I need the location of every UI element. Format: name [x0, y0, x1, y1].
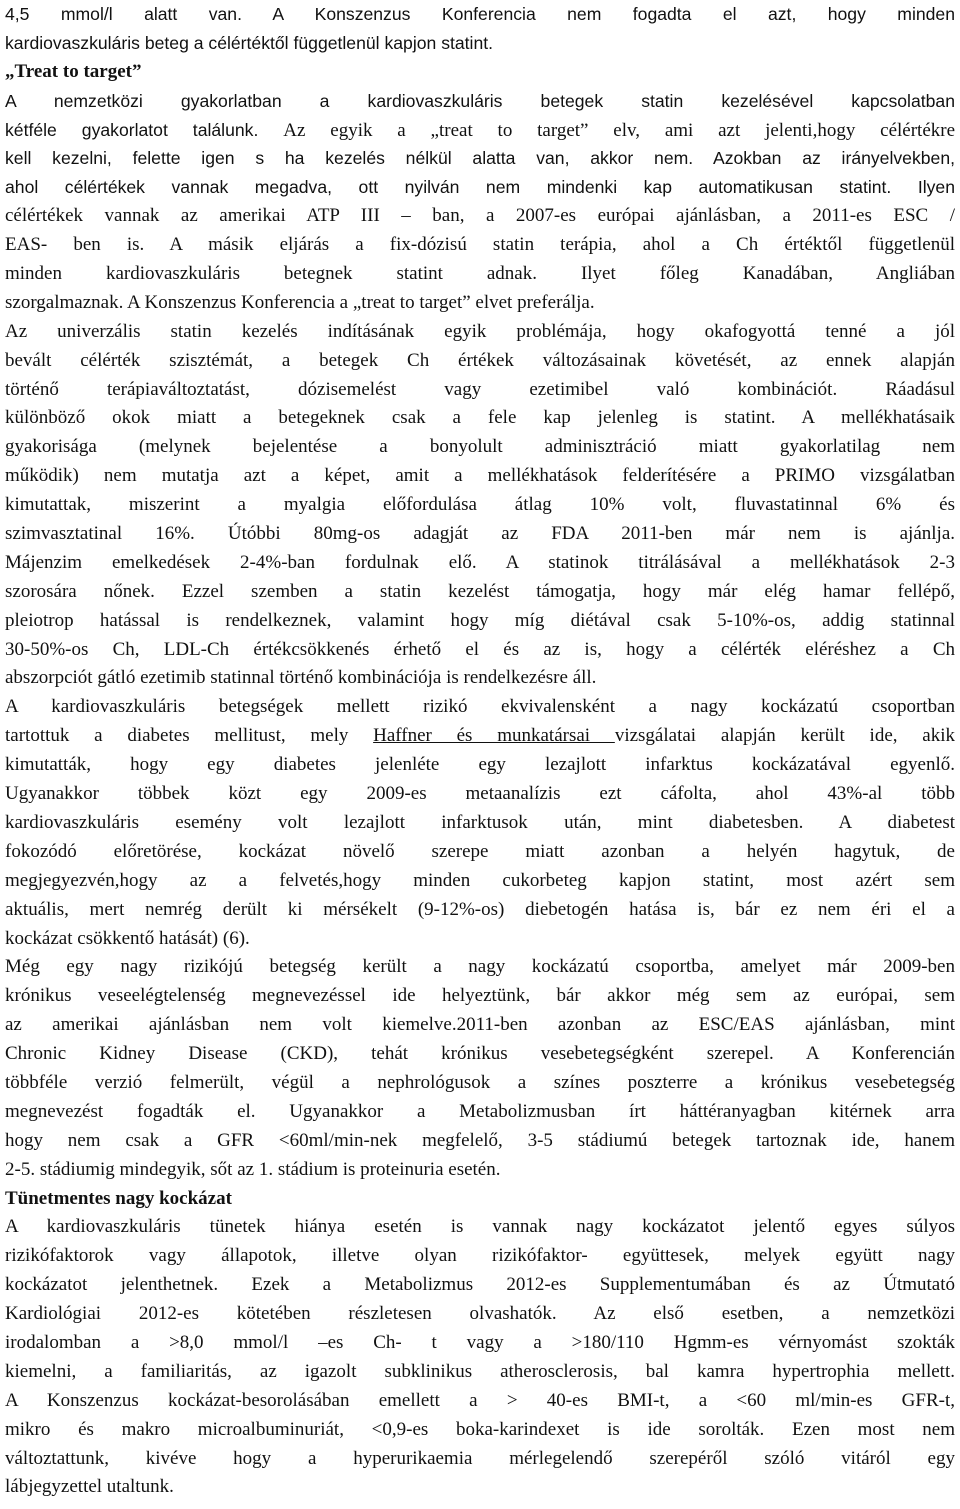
text-line: irodalomban a >8,0 mmol/l –es Ch- t vagy a >180/110 Hgmm-es vérnyomást szokták — [5, 1331, 955, 1353]
text-line: EAS- ben is. A másik eljárás a fix-dózisú statin terápia, ahol a Ch értéktől függetlenül — [5, 234, 955, 256]
text-line: szimvasztatinal 16%. Útóbbi 80mg-os adagját az FDA 2011-ben már nem is ajánlja. — [5, 523, 955, 545]
text-line: kimutatták, hogy egy diabetes jelenléte egy lezajlott infarktus kockázatával egyenlő. — [5, 754, 955, 776]
text-line: kockázatot jelenthetnek. Ezek a Metabolizmus 2012-es Supplementumában és az Útmutató — [5, 1274, 955, 1296]
text-segment: kétféle gyakorlatot találunk. — [5, 119, 284, 140]
text-line: bevált célérték szisztémát, a betegek Ch értékek változásainak követését, az ennek alapján — [5, 349, 955, 371]
text-line: mikro és makro microalbuminuriát, <0,9-es boka-karindexet is ide sorolták. Ezen most nem — [5, 1418, 955, 1440]
text-segment: Haffner és munkatársai — [373, 725, 615, 747]
text-line: 2-5. stádiumig mindegyik, sőt az 1. stádium is proteinuria esetén. — [5, 1158, 501, 1180]
text-line: hogy nem csak a GFR <60ml/min-nek megfelelő, 3-5 stádiumú betegek tartoznak ide, hanem — [5, 1129, 955, 1151]
text-line: minden kardiovaszkuláris betegnek statint adnak. Ilyet főleg Kanadában, Angliában — [5, 263, 955, 285]
text-line: fokozódó előretörése, kockázat növelő szerepe miatt azonban a helyén hagytuk, de — [5, 840, 955, 862]
text-segment: Az egyik a „treat to target” elv, ami azt jelenti,hogy célértékre — [283, 119, 955, 141]
section-heading: „Treat to target” — [5, 60, 142, 82]
text-line: az amerikai ajánlásban nem volt kiemelve.2011-ben azonban az ESC/EAS ajánlásban, mint — [5, 1014, 955, 1036]
section-heading: Tünetmentes nagy kockázat — [5, 1187, 232, 1209]
text-line: aktuális, mert nemrég derült ki mérsékelt (9-12%-os) diebetogén hatása is, bár ez nem éri el a — [5, 898, 955, 920]
text-line: különböző okok miatt a betegeknek csak a fele kap jelenleg is statint. A mellékhatásaik — [5, 407, 955, 429]
text-line: működik) nem mutatja azt a képet, amit a mellékhatások felderítésére a PRIMO vizsgálatban — [5, 465, 955, 487]
text-segment: tartottuk a diabetes mellitust, mely — [5, 725, 374, 747]
text-line: Ugyanakkor többek közt egy 2009-es metaanalízis ezt cáfolta, ahol 43%-al több — [5, 783, 955, 805]
text-line: történő terápiaváltoztatást, dózisemelést vagy ezetimibel való kombinációt. Ráadásul — [5, 378, 955, 400]
text-line: szorgalmaznak. A Konszenzus Konferencia a „treat to target” elvet preferálja. — [5, 291, 595, 313]
text-line: Májenzim emelkedések 2-4%-ban fordulnak elő. A statinok titrálásával a mellékhatások 2-3 — [5, 551, 955, 573]
text-line: rizikófaktorok vagy állapotok, illetve olyan rizikófaktor- együttesek, melyek együtt nagy — [5, 1245, 955, 1267]
text-line: abszorpciót gátló ezetimib statinnal történő kombinációja is rendelkezésre áll. — [5, 667, 597, 689]
text-line: gyakorisága (melynek bejelentése a bonyolult adminisztráció miatt gyakorlatilag nem — [5, 436, 955, 458]
text-line: célértékek vannak az amerikai ATP III – ban, a 2007-es európai ajánlásban, a 2011-es ESC / — [5, 205, 955, 227]
text-line: ahol célértékek vannak megadva, ott nyilván nem mindenki kap automatikusan statint. Ilyen — [5, 177, 955, 198]
text-line: A kardiovaszkuláris tünetek hiánya esetén is vannak nagy kockázatot jelentő egyes súlyos — [5, 1216, 955, 1238]
text-line: A nemzetközi gyakorlatban a kardiovaszkuláris betegek statin kezelésével kapcsolatban — [5, 90, 955, 111]
text-line: kardiovaszkuláris beteg a célértéktől függetlenül kapjon statint. — [5, 32, 494, 53]
text-line: megnevezést fogadták el. Ugyanakkor a Metabolizmusban írt háttéranyagban kitérnek arra — [5, 1100, 955, 1122]
text-line — [5, 722, 955, 751]
text-line: Még egy nagy rizikójú betegség került a nagy kockázatú csoportba, amelyet már 2009-ben — [5, 956, 955, 978]
text-line: megjegyezvén,hogy az a felvetés,hogy minden cukorbeteg kapjon statint, most azért sem — [5, 869, 955, 891]
text-segment: vizsgálatai alapján került ide, akik — [614, 725, 955, 747]
text-line: Az univerzális statin kezelés indításának egyik problémája, hogy okafogyottá tenné a jól — [5, 320, 955, 342]
text-line: változtattunk, kivéve hogy a hyperurikaemia mérlegelendő szerepéről szóló vitáról egy — [5, 1447, 955, 1469]
text-line: kardiovaszkuláris esemény volt lezajlott infarktusok után, mint diabetesben. A diabetest — [5, 811, 955, 833]
text-line: kimutattak, miszerint a myalgia előfordulása átlag 10% volt, fluvastatinnal 6% és — [5, 494, 955, 516]
text-line: pleiotrop hatással is rendelkeznek, valamint hogy míg diétával csak 5-10%-os, addig statinnal — [5, 609, 955, 631]
text-line: A Konszenzus kockázat-besorolásában emellett a > 40-es BMI-t, a <60 ml/min-es GFR-t, — [5, 1389, 955, 1411]
text-line: kell kezelni, felette igen s ha kezelés nélkül alatta van, akkor nem. Azokban az irányelvekben, — [5, 148, 955, 169]
text-line — [5, 116, 955, 145]
document-page — [5, 0, 955, 1502]
text-line: lábjegyzettel utaltunk. — [5, 1476, 174, 1498]
text-line: kiemelni, a familiaritás, az igazolt subklinikus atherosclerosis, bal kamra hypertrophia mellett. — [5, 1360, 955, 1382]
text-line: 4,5 mmol/l alatt van. A Konszenzus Konferencia nem fogadta el azt, hogy minden — [5, 4, 955, 24]
text-line: többféle verzió felmerült, végül a nephrológusok a színes poszterre a krónikus vesebetegség — [5, 1071, 955, 1093]
text-line: kockázat csökkentő hatását) (6). — [5, 927, 250, 949]
text-line: 30-50%-os Ch, LDL-Ch értékcsökkenés érhető el és az is, hogy a célérték eléréshez a Ch — [5, 638, 955, 660]
text-line: Kardiológiai 2012-es kötetében részletesen olvashatók. Az első esetben, a nemzetközi — [5, 1303, 955, 1325]
text-line: A kardiovaszkuláris betegségek mellett rizikó ekvivalensként a nagy kockázatú csoportban — [5, 696, 955, 718]
text-line: krónikus veseelégtelenség megnevezéssel ide helyeztünk, bár akkor még sem az európai, sem — [5, 985, 955, 1007]
text-line: szorosára nőnek. Ezzel szemben a statin kezelést támogatja, hogy már elég hamar fellépő, — [5, 580, 955, 602]
text-line: Chronic Kidney Disease (CKD), tehát krónikus vesebetegségként szerepel. A Konferencián — [5, 1043, 955, 1065]
